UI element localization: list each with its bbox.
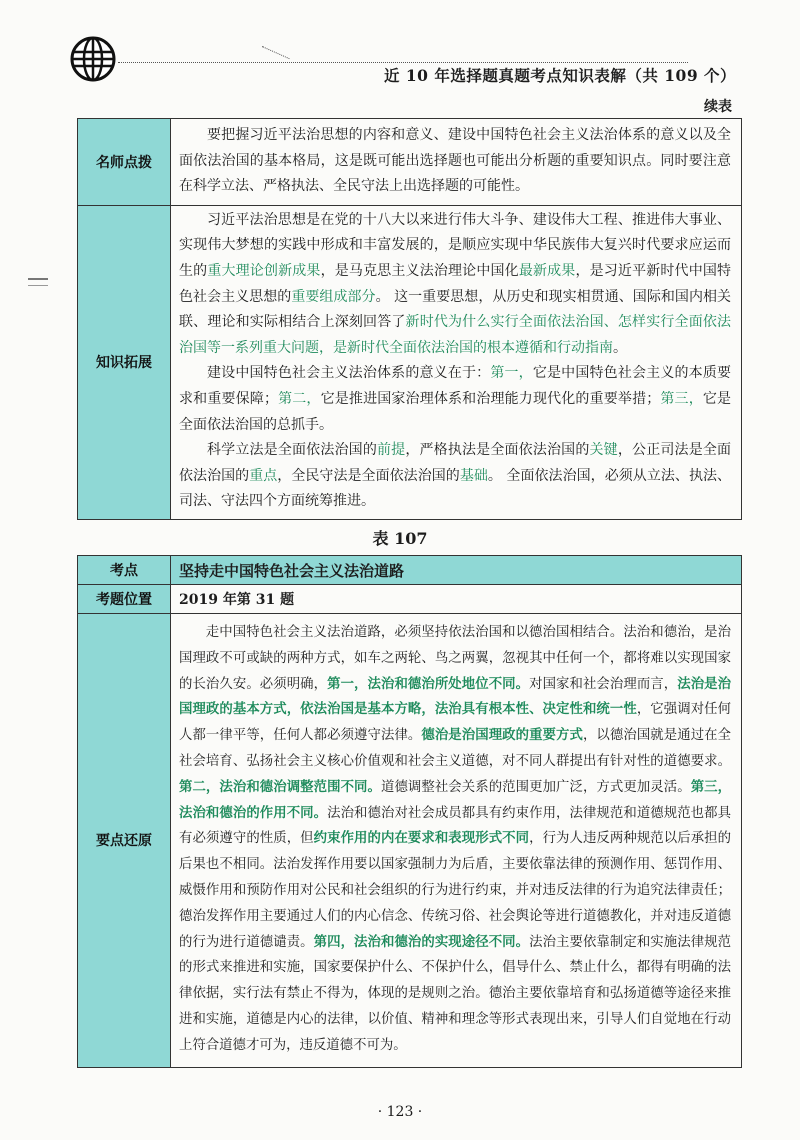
table-row	[78, 119, 742, 206]
text-run: 法治和德治对社会成员都具有约束作用，法律规范和道德规范也都具有必须遵守的性质，但	[179, 805, 732, 847]
page-number: · 123 ·	[377, 1104, 423, 1120]
highlight-run: 前提	[377, 442, 406, 459]
summary-text	[171, 614, 742, 1068]
table-row	[78, 556, 742, 585]
row-label-extension: 知识拓展	[78, 205, 171, 519]
header-divider	[118, 62, 688, 63]
text-run: 道德调整社会关系的范围更加广泛，方式更加灵活。	[380, 779, 691, 795]
text-run: 建设中国特色社会主义法治体系的意义在于：	[207, 365, 491, 382]
text-run: 。 这一重要思想，从历史和现实相贯通、国际和国内相关联、理论和实际相结合上深刻回答了	[179, 288, 732, 331]
highlight-run: 法治是治国理政的基本方式，依法治国是基本方略，法治具有根本性、决定性和统一性	[179, 676, 732, 718]
extension-text	[171, 205, 742, 519]
position-label: 考题位置	[78, 585, 171, 614]
text-run: 法治主要依靠制定和实施法律规范的形式来推进和实施，国家要保护什么、不保护什么，倡导什么、禁止什么，都得有明确的法律依据，实行法有禁止不得为，体现的是规则之治。德治主要依靠培育和弘扬道德等途径来推进和实施，道德是内心的法律，以价值、精神和理念等形式表现出来，引导人们自觉地在行动上符合道德才可为，违反道德不可为。	[179, 934, 732, 1053]
highlight-run: 重要组成部分	[291, 288, 376, 305]
continued-table	[77, 118, 742, 520]
position-value: 2019 年第 31 题	[171, 585, 742, 614]
topic-value: 坚持走中国特色社会主义法治道路	[171, 556, 742, 585]
table-107	[77, 555, 742, 1068]
running-header-title: 近 10 年选择题真题考点知识表解（共 109 个）	[383, 66, 736, 85]
text-run: 习近平法治思想是在党的十八大以来进行伟大斗争、建设伟大工程、推进伟大事业、实现伟大梦想的实践中形成和丰富发展的，是顺应实现中华民族伟大复兴时代要求应运而生的	[179, 211, 731, 279]
highlight-run: 关键	[589, 442, 618, 459]
highlight-run: 第三，法治和德治的作用不同。	[179, 779, 732, 821]
margin-mark	[28, 278, 48, 286]
highlight-run: 约束作用的内在要求和表现形式不同	[313, 831, 530, 847]
text-run: 它是推进国家治理体系和治理能力现代化的重要举措；	[320, 390, 661, 407]
text-run: ，它强调对任何人都一律平等，任何人都必须遵守法律。	[179, 702, 732, 744]
continued-label: 续表	[704, 99, 732, 115]
text-run: ，全民守法是全面依法治国的	[277, 467, 460, 484]
extension-paragraph-2	[179, 361, 731, 438]
text-run: ，以德治国就是通过在全社会培育、弘扬社会主义核心价值观和社会主义道德，对不同人群提出有针对性的道德要求。	[179, 728, 732, 769]
highlight-run: 基础	[459, 467, 488, 484]
highlight-run: 第四，法治和德治的实现途径不同。	[313, 934, 530, 950]
highlight-run: 第一，法治和德治所处地位不同。	[327, 676, 530, 692]
text-run: ，严格执法是全面依法治国的	[405, 442, 590, 459]
highlight-run: 第二，	[277, 390, 321, 407]
text-run: 。 全面依法治国，必须从立法、执法、司法、守法四个方面统筹推进。	[179, 467, 732, 510]
text-run: 走中国特色社会主义法治道路，必须坚持依法治国和以德治国相结合。法治和德治，是治国理政不可或缺的两种方式，如车之两轮、鸟之两翼，忽视其中任何一个，都将难以实现国家的长治久安。必须明确，	[179, 625, 731, 692]
table-row	[78, 585, 742, 614]
table-row	[78, 205, 742, 519]
highlight-run: 第二，法治和德治调整范围不同。	[179, 779, 381, 795]
header-divider-diagonal	[262, 46, 290, 59]
globe-icon	[70, 36, 116, 82]
text-run: 对国家和社会治理而言，	[529, 676, 678, 692]
text-run: 它是中国特色社会主义的本质要求和重要保障；	[179, 365, 732, 407]
highlight-run: 第三，	[660, 390, 703, 407]
highlight-run: 最新成果	[518, 262, 576, 279]
highlight-run: 重大理论创新成果	[207, 262, 321, 279]
highlight-run: 第一，	[490, 365, 533, 382]
text-run: ，公正司法是全面依法治国的	[179, 442, 732, 484]
highlight-run: 新时代为什么实行全面依法治国、怎样实行全面依法治国等一系列重大问题，是新时代全面依法治国的根本遵循和行动指南	[179, 314, 732, 356]
highlight-run: 德治是治国理政的重要方式	[421, 728, 583, 744]
text-run: 。	[613, 339, 627, 356]
highlight-run: 重点	[249, 467, 278, 484]
text-run: 它是全面依法治国的总抓手。	[179, 390, 732, 433]
extension-paragraph-1	[179, 208, 731, 362]
text-run: ，行为人违反两种规范以后承担的后果也不相同。法治发挥作用要以国家强制力为后盾，主要依靠法律的预测作用、惩罚作用、威慑作用和预防作用对公民和社会组织的行为进行约束，并对违反法律的行为追究法律责任；德治发挥作用主要通过人们的内心信念、传统习俗、社会舆论等进行道德教化，并对违反道德的行为进行道德谴责。	[179, 831, 732, 950]
table-107-title: 表 107	[372, 529, 428, 548]
text-run: ，是习近平新时代中国特色社会主义思想的	[179, 262, 732, 305]
summary-label: 要点还原	[78, 614, 171, 1068]
tips-text: 要把握习近平法治思想的内容和意义、建设中国特色社会主义法治体系的意义以及全面依法治国的基本格局，这是既可能出选择题也可能出分析题的重要知识点。同时要注意在科学立法、严格执法、全民守法上出选择题的可能性。	[171, 119, 742, 206]
row-label-tips: 名师点拨	[78, 119, 171, 206]
table-row	[78, 614, 742, 1068]
text-run: ，是马克思主义法治理论中国化	[320, 262, 519, 279]
text-run: 科学立法是全面依法治国的	[207, 442, 377, 459]
extension-paragraph-3	[179, 438, 731, 515]
topic-label: 考点	[78, 556, 171, 585]
